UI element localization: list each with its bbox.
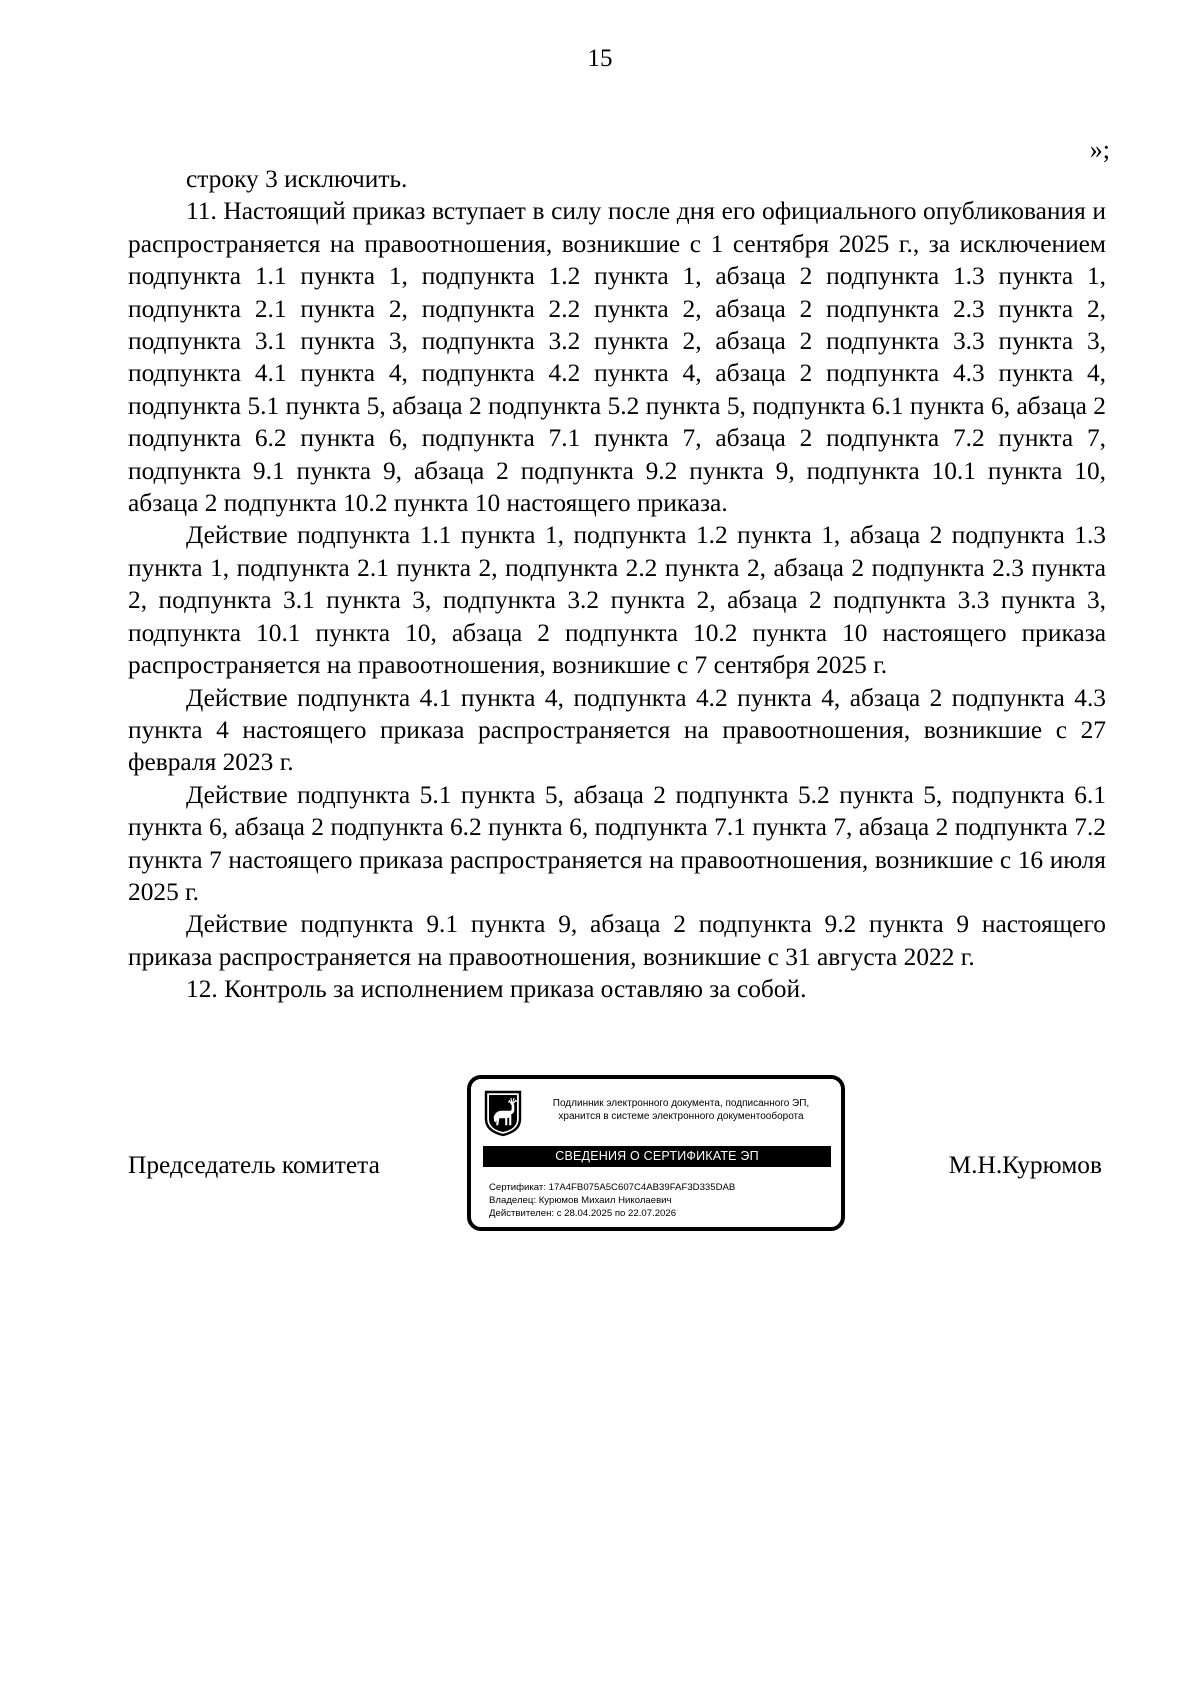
paragraph: Действие подпункта 4.1 пункта 4, подпункта 4.2 пункта 4, абзаца 2 подпункта 4.3 пункта 4 настоящего приказа распространяется на правоотношения, возникшие с 27 февраля 2023 г. xyxy=(128,683,1106,777)
closing-quote: »; xyxy=(1089,135,1110,164)
certificate-details xyxy=(489,1181,829,1220)
paragraph: Действие подпункта 5.1 пункта 5, абзаца 2 подпункта 5.2 пункта 5, подпункта 6.1 пункта 6, абзаца 2 подпункта 6.2 пункта 6, подпункта 7.1 пункта 7, абзаца 2 подпункта 7.2 пункта 7 настоящего приказа распространяется на правоотношения, возникшие с 16 июля 2025 г. xyxy=(128,780,1106,906)
stamp-notice-line: хранится в системе электронного документооборота xyxy=(558,1111,804,1122)
document-body xyxy=(128,163,1106,1006)
signatory-name: М.Н.Курюмов xyxy=(948,1151,1102,1179)
paragraph: строку 3 исключить. xyxy=(186,165,408,193)
certificate-validity: Действителен: с 28.04.2025 по 22.07.2026 xyxy=(489,1208,677,1219)
page-number: 15 xyxy=(587,45,613,72)
paragraph: Действие подпункта 1.1 пункта 1, подпункта 1.2 пункта 1, абзаца 2 подпункта 1.3 пункта 1, подпункта 2.1 пункта 2, подпункта 2.2 пункта 2, абзаца 2 подпункта 2.3 пункта 2, подпункта 3.1 пункта 3, подпункта 3.2 пункта 2, абзаца 2 подпункта 3.3 пункта 3, подпункта 10.1 пункта 10, абзаца 2 подпункта 10.2 пункта 10 настоящего приказа распространяется на правоотношения, возникшие с 7 сентября 2025 г. xyxy=(128,521,1106,680)
deer-coat-of-arms-icon xyxy=(483,1089,523,1137)
signatory-position: Председатель комитета xyxy=(128,1151,380,1179)
paragraph: Действие подпункта 9.1 пункта 9, абзаца 2 подпункта 9.2 пункта 9 настоящего приказа распространяется на правоотношения, возникшие с 31 августа 2022 г. xyxy=(128,910,1106,971)
paragraph: 11. Настоящий приказ вступает в силу после дня его официального опубликования и распространяется на правоотношения, возникшие с 1 сентября 2025 г., за исключением подпункта 1.1 пункта 1, подпункта 1.2 пункта 1, абзаца 2 подпункта 1.3 пункта 1, подпункта 2.1 пункта 2, подпункта 2.2 пункта 2, абзаца 2 подпункта 2.3 пункта 2, подпункта 3.1 пункта 3, подпункта 3.2 пункта 2, абзаца 2 подпункта 3.3 пункта 3, подпункта 4.1 пункта 4, подпункта 4.2 пункта 4, абзаца 2 подпункта 4.3 пункта 4, подпункта 5.1 пункта 5, абзаца 2 подпункта 5.2 пункта 5, подпункта 6.1 пункта 6, абзаца 2 подпункта 6.2 пункта 6, подпункта 7.1 пункта 7, абзаца 2 подпункта 7.2 пункта 7, подпункта 9.1 пункта 9, абзаца 2 подпункта 9.2 пункта 9, подпункта 10.1 пункта 10, абзаца 2 подпункта 10.2 пункта 10 настоящего приказа. xyxy=(128,197,1106,518)
stamp-title-bar: СВЕДЕНИЯ О СЕРТИФИКАТЕ ЭП xyxy=(483,1146,831,1167)
paragraph: 12. Контроль за исполнением приказа оставляю за собой. xyxy=(186,975,807,1004)
certificate-number: Сертификат: 17A4FB075A5C607C4AB39FAF3D335DAB xyxy=(489,1182,736,1193)
certificate-owner: Владелец: Курюмов Михаил Николаевич xyxy=(489,1195,672,1206)
stamp-notice xyxy=(531,1097,831,1123)
electronic-signature-stamp xyxy=(467,1075,845,1231)
stamp-notice-line: Подлинник электронного документа, подписанного ЭП, xyxy=(552,1098,810,1109)
